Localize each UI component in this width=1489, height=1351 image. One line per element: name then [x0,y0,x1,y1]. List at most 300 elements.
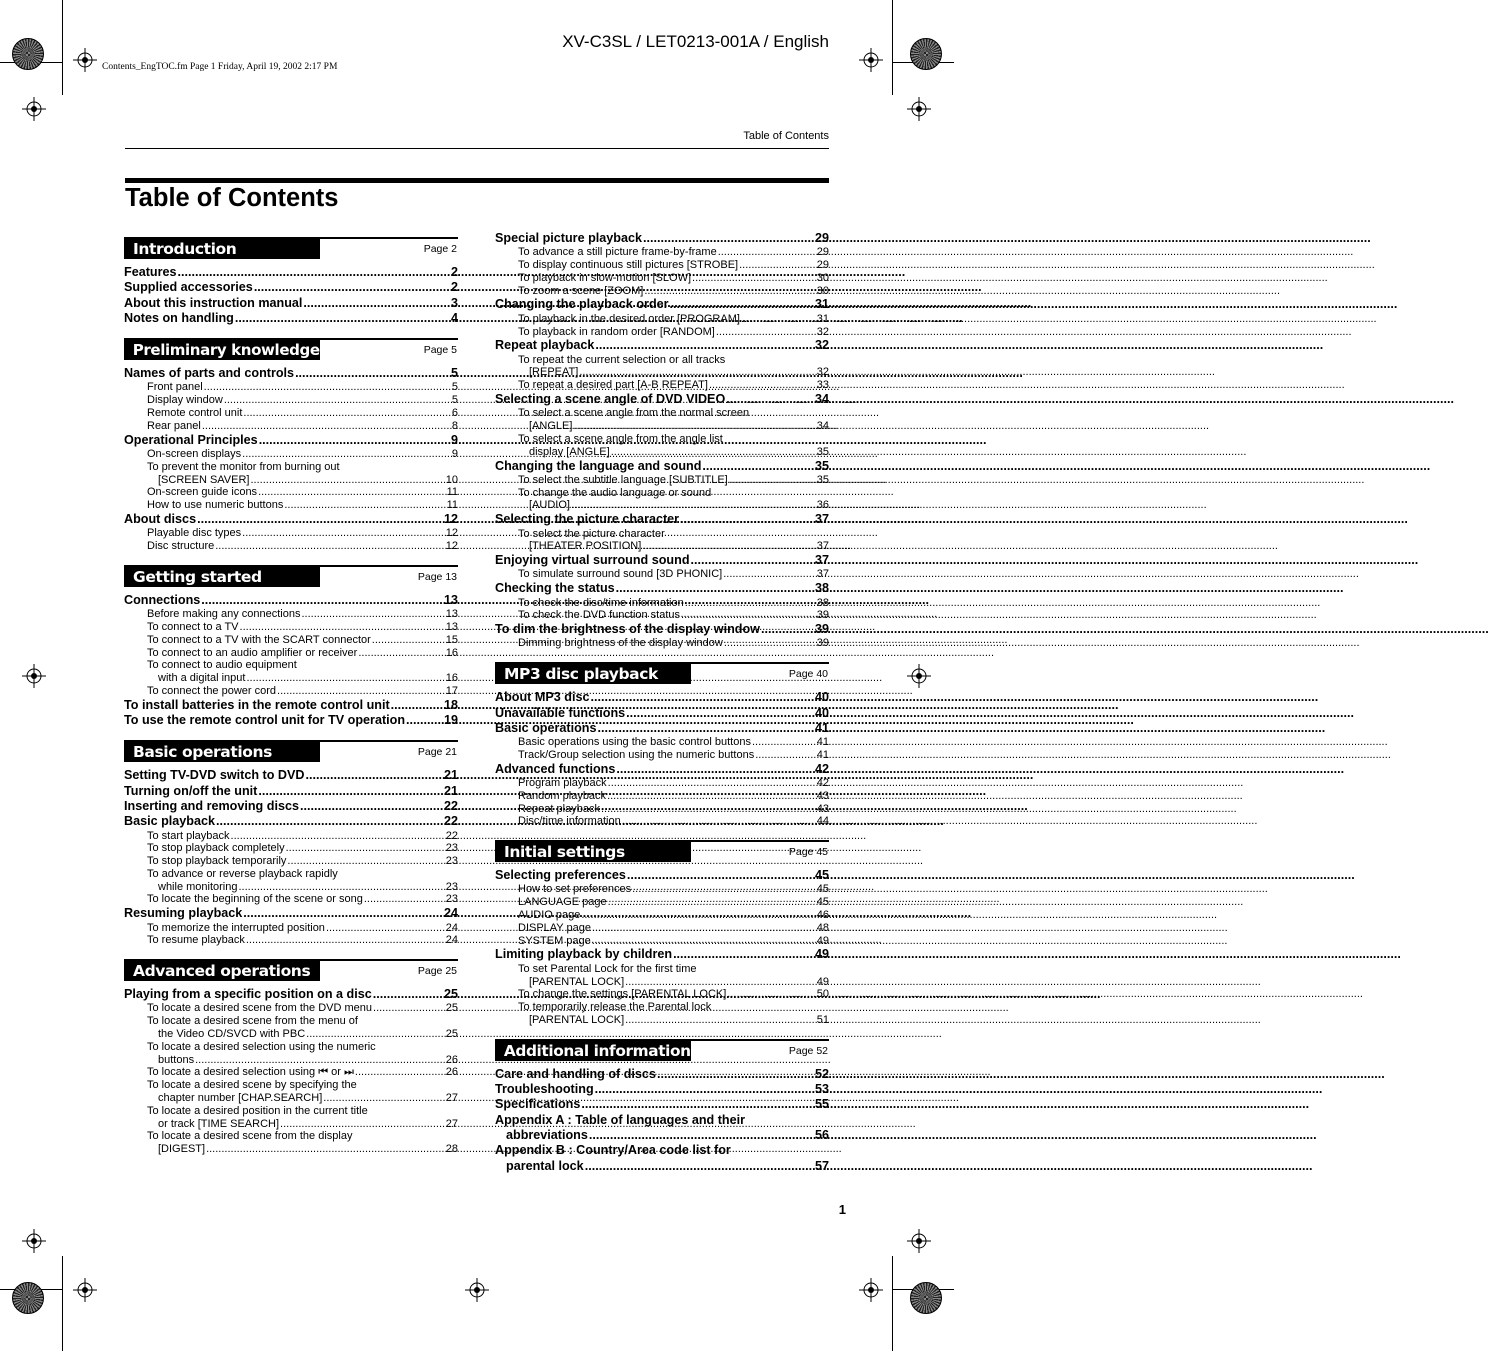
toc-entry[interactable] [495,896,829,909]
toc-entry[interactable] [124,461,458,474]
section-title: Basic operations [124,742,320,762]
toc-entry[interactable] [124,647,458,660]
toc-entry[interactable] [124,768,458,783]
title-rule [125,178,829,183]
toc-entry-title: AUDIO page [518,909,581,922]
toc-entry[interactable] [495,762,829,777]
dot-leader [326,922,445,935]
toc-entry[interactable] [124,1002,458,1015]
toc-entry[interactable] [495,313,829,326]
toc-entry-title: with a digital input [158,672,246,685]
toc-entry[interactable] [495,637,829,650]
toc-entry-page: 49 [816,975,829,988]
toc-entry-page: 27 [445,1117,458,1130]
toc-entry[interactable] [495,285,829,298]
toc-entry[interactable] [124,1130,458,1143]
toc-entry-title: Dimming brightness of the display window [518,637,723,650]
registration-mark-icon [22,97,46,121]
dot-leader [739,259,816,272]
toc-entry[interactable] [495,868,829,883]
toc-entry-page: 8 [451,419,458,432]
toc-entry-title: To resume playback [147,934,245,947]
toc-entry[interactable] [495,326,829,339]
toc-entry[interactable] [495,1014,829,1027]
dot-leader [579,366,815,379]
toc-entry[interactable] [124,512,458,527]
toc-entry[interactable] [495,597,829,610]
toc-entry-page: 33 [816,379,829,392]
dot-leader [595,1082,814,1097]
dot-leader [670,297,814,312]
toc-entry[interactable] [124,593,458,608]
page-title: Table of Contents [125,184,339,212]
toc-entry[interactable] [124,855,458,868]
toc-entry[interactable] [124,1143,458,1156]
toc-entry-title: To select the picture character [518,527,665,540]
toc-entry-page: 39 [814,622,829,637]
toc-entry[interactable] [124,1015,458,1028]
toc-entry[interactable] [124,540,458,553]
toc-entry[interactable] [495,1159,829,1174]
dot-leader [589,1128,814,1143]
toc-entry[interactable] [495,528,829,541]
toc-entry-page: 16 [445,672,458,685]
dot-leader [306,1028,445,1041]
toc-entry-page: 57 [814,1158,829,1173]
toc-entry-title: Unavailable functions [495,705,626,720]
registration-mark-icon [859,1278,883,1302]
toc-entry-title: Turning on/off the unit [124,783,258,798]
section-heading [124,565,458,589]
toc-entry[interactable] [124,1041,458,1054]
toc-entry[interactable] [124,296,458,311]
section-start-page: Page 45 [788,846,828,859]
toc-entry-title: LANGUAGE page [518,896,607,909]
toc-entry[interactable] [495,540,829,553]
toc-entry[interactable] [124,1054,458,1067]
toc-entry-title: Operational Principles [124,432,258,447]
toc-entry-page: 43 [816,789,829,802]
toc-entry[interactable] [495,1143,829,1158]
toc-entry-title: Before making any connections [147,608,301,621]
toc-entry[interactable] [495,379,829,392]
toc-column-left [124,237,458,1168]
toc-entry[interactable] [124,893,458,906]
section-start-page: Page 52 [788,1044,828,1057]
toc-entry-title: Resuming playback [124,906,243,921]
toc-entry[interactable] [495,1113,829,1128]
toc-entry[interactable] [495,947,829,962]
section-start-page: Page 21 [417,746,457,759]
toc-entry-title: Display window [147,394,223,407]
toc-entry-title: Playable disc types [147,527,242,540]
toc-entry-title: Selecting the picture character [495,512,680,527]
toc-entry[interactable] [495,706,829,721]
toc-entry[interactable] [495,259,829,272]
dot-leader [355,1066,445,1079]
toc-entry-title: To playback in the desired order [PROGRAM] [518,312,740,325]
section-title: Initial settings [495,842,691,862]
toc-entry-title: About MP3 disc [495,690,590,705]
toc-entry-page: 22 [445,829,458,842]
toc-entry-page: 24 [443,906,458,921]
toc-entry-title: abbreviations [506,1127,588,1142]
toc-entry-title: To start playback [147,829,230,842]
dot-leader [716,326,816,339]
dot-leader [718,246,816,259]
section-start-page: Page 13 [417,570,457,583]
toc-entry-page: 24 [445,921,458,934]
toc-entry[interactable] [495,246,829,259]
dot-leader [243,407,450,420]
toc-entry-title: buttons [158,1053,195,1066]
dot-leader [284,499,445,512]
toc-entry-page: 12 [445,540,458,553]
toc-entry-title: To stop playback completely [147,842,285,855]
toc-entry[interactable] [495,499,829,512]
toc-entry-title: To locate a desired scene from the DVD menu [147,1002,373,1015]
toc-entry-page: 45 [816,896,829,909]
toc-entry-page: 43 [816,802,829,815]
toc-entry[interactable] [124,407,458,420]
registration-mark-icon [22,664,46,688]
dot-leader [300,799,443,814]
toc-entry[interactable] [124,448,458,461]
toc-entry-title: [REPEAT] [529,366,579,379]
toc-entry-title: About this instruction manual [124,295,303,310]
color-disc-icon [910,1282,942,1314]
toc-entry[interactable] [495,459,829,474]
toc-entry[interactable] [124,394,458,407]
toc-entry-title: To connect to a TV [147,620,239,633]
toc-entry[interactable] [495,963,829,976]
dot-leader [590,690,814,705]
toc-entry-page: 29 [816,259,829,272]
toc-section [124,959,458,1156]
toc-entry[interactable] [495,935,829,948]
toc-entry[interactable] [124,1118,458,1131]
toc-entry[interactable] [495,568,829,581]
toc-entry[interactable] [124,672,458,685]
dot-leader [204,381,451,394]
toc-entry[interactable] [124,881,458,894]
toc-entry[interactable] [495,883,829,896]
toc-entry-title: display [ANGLE] [529,445,610,458]
toc-entry[interactable] [495,231,829,246]
toc-section [495,1039,829,1174]
registration-mark-icon [907,1229,931,1253]
toc-entry-title: Basic operations [495,720,597,735]
toc-entry[interactable] [495,803,829,816]
toc-entry-title: [PARENTAL LOCK] [529,975,625,988]
toc-entry[interactable] [495,420,829,433]
toc-entry[interactable] [495,354,829,367]
toc-entry-title: Rear panel [147,419,201,432]
toc-entry-page: 29 [814,231,829,245]
dot-leader [306,768,443,783]
toc-entry-page: 28 [445,1143,458,1156]
toc-entry-title: the Video CD/SVCD with PBC [158,1028,306,1041]
toc-entry-title: Repeat playback [518,802,600,815]
toc-entry[interactable] [124,433,458,448]
toc-entry-page: 5 [451,381,458,394]
section-title: Introduction [124,239,320,259]
toc-entry-title: To playback in random order [RANDOM] [518,325,715,338]
dot-leader [625,976,816,989]
toc-entry-title: Special picture playback [495,231,642,245]
toc-entry-title: Supplied accessories [124,280,253,295]
toc-entry-page: 18 [443,697,458,712]
toc-entry[interactable] [495,1097,829,1112]
toc-entry[interactable] [495,512,829,527]
toc-entry-page: 39 [816,637,829,650]
toc-entry[interactable] [124,1079,458,1092]
toc-entry[interactable] [495,553,829,568]
toc-entry-title: To connect the power cord [147,684,277,697]
toc-column-right [495,231,829,1186]
toc-entry[interactable] [124,621,458,634]
toc-entry[interactable] [124,698,458,713]
toc-entry-page: 2 [450,280,458,295]
section-title: Advanced operations [124,961,320,981]
dot-leader [681,609,816,622]
dot-leader [723,568,816,581]
toc-entry-title: To display continuous still pictures [STROBE] [518,259,739,272]
toc-entry-title: Disc structure [147,540,215,553]
section-heading [124,959,458,983]
dot-leader [644,285,815,298]
toc-entry[interactable] [124,1105,458,1118]
section-title: Additional information [495,1041,691,1061]
toc-entry[interactable] [495,909,829,922]
toc-entry[interactable] [124,527,458,540]
toc-entry[interactable] [495,1001,829,1014]
toc-entry-page: 30 [816,284,829,297]
dot-leader [729,474,816,487]
toc-entry[interactable] [124,608,458,621]
toc-entry-title: DISPLAY page [518,921,591,934]
dot-leader [741,313,816,326]
toc-entry[interactable] [495,272,829,285]
toc-entry[interactable] [495,1067,829,1082]
toc-entry[interactable] [495,338,829,353]
toc-entry-page: 26 [445,1053,458,1066]
toc-entry-title: To select a scene angle from the normal screen [518,407,750,420]
toc-entry[interactable] [495,609,829,622]
toc-entry[interactable] [124,713,458,728]
dot-leader [702,459,814,474]
toc-entry-page: 56 [814,1127,829,1142]
toc-entry[interactable] [495,297,829,312]
toc-entry-title: To prevent the monitor from burning out [147,460,340,473]
dot-leader [246,934,445,947]
toc-entry-title: Program playback [518,776,607,789]
toc-entry-title: SYSTEM page [518,934,591,947]
toc-entry-title: Troubleshooting [495,1082,594,1097]
toc-entry[interactable] [124,265,458,280]
toc-entry-page: 13 [445,620,458,633]
toc-entry[interactable] [124,1066,458,1079]
toc-entry-title: Connections [124,592,201,607]
toc-entry[interactable] [495,1082,829,1097]
toc-entry-page: 32 [816,325,829,338]
toc-entry[interactable] [495,922,829,935]
toc-entry-title: Selecting preferences [495,868,626,883]
registration-mark-icon [859,48,883,72]
dot-leader [242,527,445,540]
toc-entry[interactable] [124,842,458,855]
toc-entry-title: To advance or reverse playback rapidly [147,867,338,880]
toc-entry[interactable] [495,790,829,803]
toc-entry-page: 12 [443,511,458,526]
toc-entry[interactable] [124,685,458,698]
dot-leader [692,272,816,285]
toc-entry[interactable] [124,934,458,947]
registration-mark-icon [907,97,931,121]
toc-entry-page: 29 [816,246,829,259]
toc-entry[interactable] [124,830,458,843]
toc-entry[interactable] [495,581,829,596]
toc-entry[interactable] [495,736,829,749]
section-title: Getting started [124,567,320,587]
toc-entry[interactable] [124,366,458,381]
toc-entry-title: Names of parts and controls [124,366,295,381]
toc-entry[interactable] [124,1028,458,1041]
toc-entry-page: 26 [445,1066,458,1079]
toc-entry-title: To select a scene angle from the angle list [518,432,723,445]
toc-entry[interactable] [495,690,829,705]
toc-entry-page: 42 [816,776,829,789]
toc-entry-title: To check the DVD function status [518,609,681,622]
toc-entry[interactable] [124,474,458,487]
document-id: XV-C3SL / LET0213-001A / English [562,32,829,51]
toc-entry[interactable] [495,446,829,459]
toc-entry-title: Basic operations using the basic control buttons [518,736,751,749]
toc-entry[interactable] [124,1092,458,1105]
toc-entry-page: 46 [816,909,829,922]
toc-section [495,662,829,828]
dot-leader [242,448,451,461]
toc-entry[interactable] [495,433,829,446]
toc-entry-page: 35 [814,458,829,473]
frame-info: Contents_EngTOC.fm Page 1 Friday, April 19, 2002 2:17 PM [102,62,338,72]
toc-entry[interactable] [124,868,458,881]
toc-entry-page: 4 [450,310,458,325]
toc-entry[interactable] [124,922,458,935]
toc-entry-title: Repeat playback [495,338,595,353]
dot-leader [709,379,816,392]
toc-entry-title: To advance a still picture frame-by-frame [518,246,717,259]
dot-leader [259,433,450,448]
toc-entry[interactable] [495,474,829,487]
toc-entry-title: To stop playback temporarily [147,855,287,868]
toc-entry[interactable] [495,366,829,379]
toc-entry[interactable] [495,622,829,637]
toc-entry-title: Changing the language and sound [495,458,702,473]
toc-entry[interactable] [124,311,458,326]
toc-entry[interactable] [495,487,829,500]
running-head: Table of Contents [743,130,829,142]
toc-entry-page: 55 [814,1097,829,1112]
dot-leader [573,420,815,433]
toc-entry-page: 35 [816,445,829,458]
toc-entry[interactable] [495,721,829,736]
toc-entry-page: 50 [816,988,829,1001]
dot-leader [626,706,814,721]
toc-entry[interactable] [495,988,829,1001]
toc-entry-page: 34 [814,392,829,407]
section-heading [495,840,829,864]
toc-entry-title: To locate a desired scene from the display [147,1130,353,1143]
toc-entry-title: or track [TIME SEARCH] [158,1117,280,1130]
toc-entry-title: Limiting playback by children [495,947,673,962]
toc-entry-page: 39 [816,609,829,622]
toc-entry-title: To set Parental Lock for the first time [518,962,697,975]
toc-entry[interactable] [124,799,458,814]
toc-entry-page: 10 [445,473,458,486]
dot-leader [657,1067,814,1082]
toc-entry[interactable] [495,749,829,762]
toc-entry[interactable] [495,976,829,989]
dot-leader [608,777,816,790]
dot-leader [597,721,814,736]
toc-entry-page: 41 [814,720,829,735]
color-disc-icon [910,38,942,70]
toc-entry-title: To locate a desired scene by specifying the [147,1079,357,1092]
toc-entry[interactable] [495,392,829,407]
toc-entry[interactable] [124,486,458,499]
toc-entry-page: 12 [445,527,458,540]
toc-entry-page: 22 [443,798,458,813]
toc-entry[interactable] [124,814,458,829]
toc-entry[interactable] [124,659,458,672]
toc-entry[interactable] [124,987,458,1002]
toc-entry[interactable] [124,784,458,799]
toc-entry[interactable] [495,407,829,420]
dot-leader [632,883,816,896]
dot-leader [215,540,445,553]
dot-leader [287,855,444,868]
header-rule [125,148,829,149]
toc-entry-title: To locate a desired selection using the numeric [147,1040,376,1053]
toc-entry-title: To repeat a desired part [A-B REPEAT] [518,379,708,392]
dot-leader [197,512,443,527]
toc-section [495,840,829,1027]
toc-entry-title: Appendix A : Table of languages and their [495,1112,746,1127]
dot-leader [301,608,444,621]
toc-entry-title: To repeat the current selection or all tracks [518,353,726,366]
section-start-page: Page 2 [423,243,457,255]
toc-entry-title: [ANGLE] [529,420,573,433]
toc-entry[interactable] [124,906,458,921]
toc-entry[interactable] [124,280,458,295]
toc-entry[interactable] [124,381,458,394]
section-start-page: Page 25 [417,965,457,978]
page-number: 1 [838,1202,846,1217]
toc-entry[interactable] [124,420,458,433]
dot-leader [616,762,814,777]
toc-entry-title: [SCREEN SAVER] [158,473,250,486]
toc-entry-page: 25 [445,1002,458,1015]
dot-leader [761,622,814,637]
toc-entry[interactable] [124,634,458,647]
dot-leader [726,392,814,407]
toc-entry[interactable] [495,815,829,828]
toc-entry[interactable] [124,499,458,512]
toc-entry-title: Changing the playback order [495,297,669,312]
toc-entry[interactable] [495,1128,829,1143]
toc-entry[interactable] [495,777,829,790]
